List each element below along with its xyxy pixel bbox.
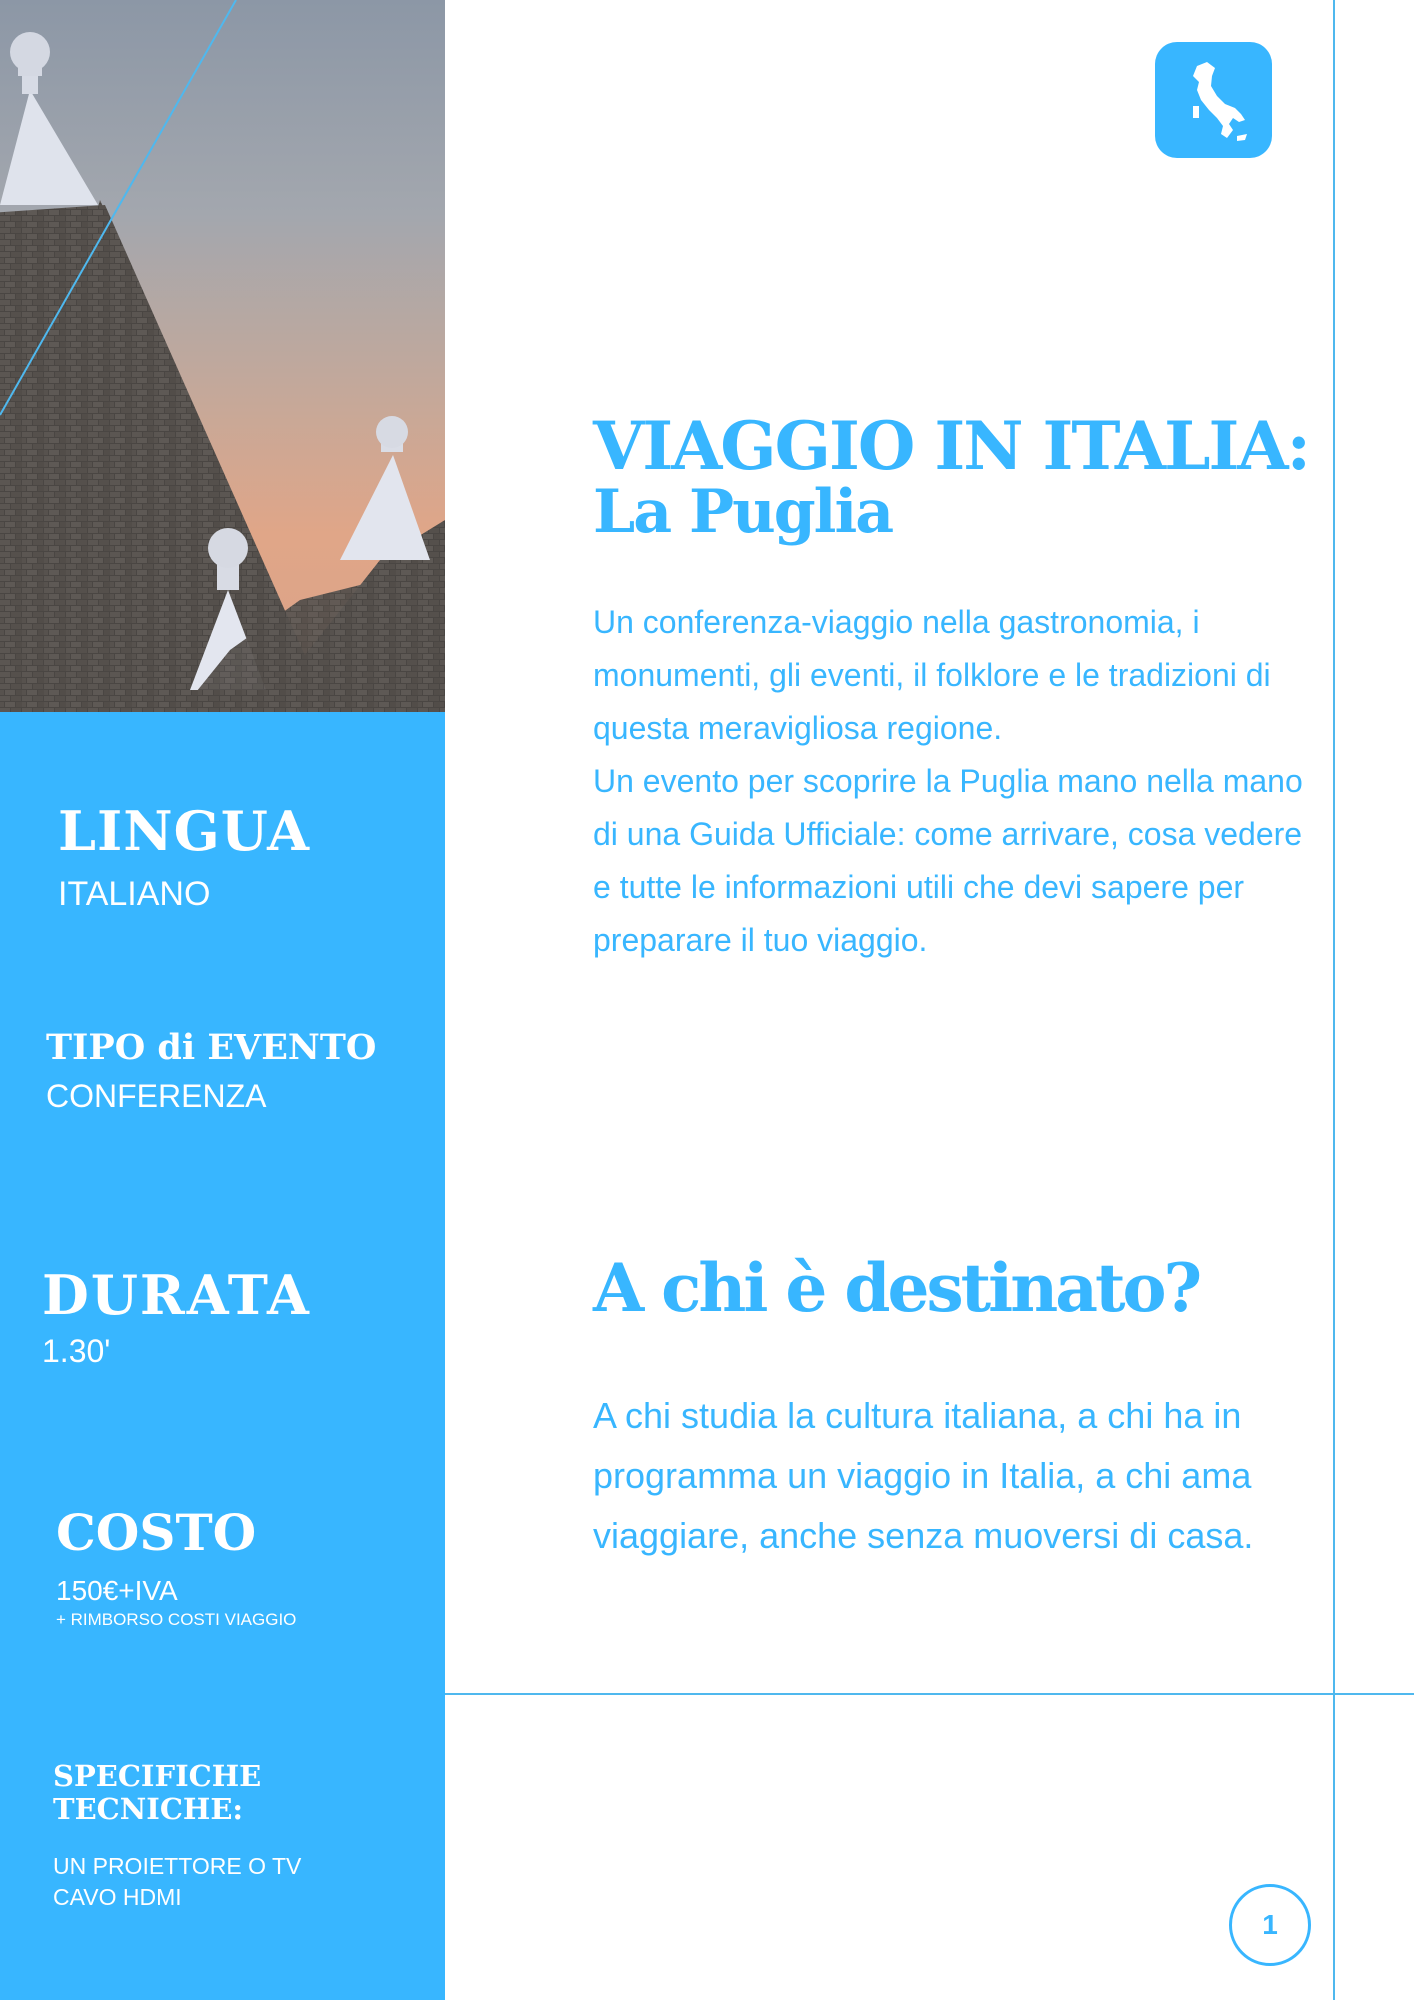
tech-specs-section [53,1760,301,1912]
cost-section [56,1503,297,1630]
language-section [58,799,311,915]
tech-spec-projector: UN PROIETTORE O TV [53,1852,302,1879]
duration-section [42,1263,311,1370]
language-value: ITALIANO [58,875,211,913]
intro-paragraph-1: Un conferenza-viaggio nella gastronomia, i monumenti, gli eventi, il folklore e le tradizioni di questa meravigliosa regione. [593,604,1271,746]
cost-value: 150€+IVA [56,1575,178,1606]
event-type-heading: TIPO di EVENTO [46,1027,377,1068]
trulli-photo [0,0,445,712]
tech-specs-heading-line1: SPECIFICHE [53,1759,262,1793]
event-type-value: CONFERENZA [46,1078,267,1114]
tech-specs-heading-line2: TECNICHE: [53,1792,244,1827]
language-heading: LINGUA [58,799,311,863]
intro-text [593,596,1323,967]
vertical-divider [1333,0,1335,2000]
info-sidebar [0,712,445,2000]
horizontal-divider [445,1693,1414,1695]
logo-badge [1155,42,1272,158]
event-type-section [46,1027,377,1115]
cost-note: + RIMBORSO COSTI VIAGGIO [56,1609,297,1629]
page-title-line2: La Puglia [593,477,893,548]
cost-heading: COSTO [56,1503,257,1562]
italy-map-icon [1155,42,1272,158]
page-title-line1: VIAGGIO IN ITALIA: [593,407,1309,485]
audience-heading: A chi è destinato? [593,1249,1200,1327]
duration-heading: DURATA [42,1263,311,1327]
trulli-photo-illustration [0,0,445,712]
audience-text: A chi studia la cultura italiana, a chi ha in programma un viaggio in Italia, a chi ama viaggiare, anche senza muoversi di casa. [593,1395,1254,1556]
page-number: 1 [1229,1884,1311,1966]
tech-spec-hdmi: CAVO HDMI [53,1884,182,1911]
duration-value: 1.30' [42,1333,111,1369]
page-title [593,407,1323,548]
intro-paragraph-2: Un evento per scoprire la Puglia mano nella mano di una Guida Ufficiale: come arrivare, cosa vedere e tutte le informazioni utili che devi sapere per preparare il tuo viaggio. [593,763,1303,958]
